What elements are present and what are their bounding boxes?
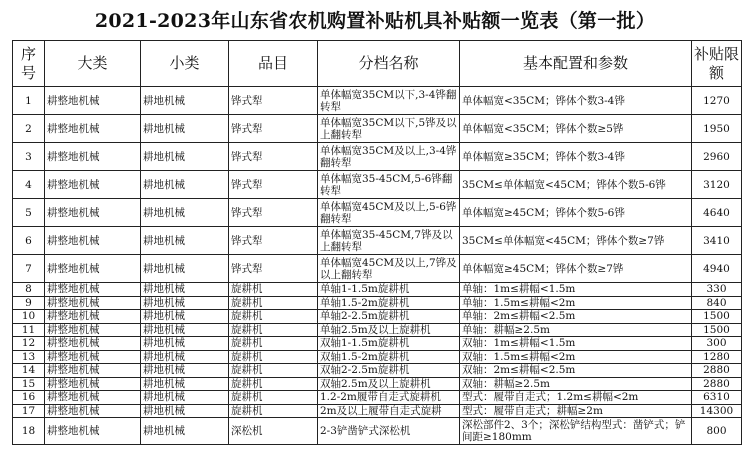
row-category: 耕整地机械	[45, 199, 141, 227]
table-row	[13, 227, 742, 255]
row-subsidy: 14300	[692, 404, 742, 418]
row-config: 35CM≤单体幅宽<45CM；铧体个数≥7铧	[460, 227, 692, 255]
row-subsidy: 840	[692, 296, 742, 310]
header-config: 基本配置和参数	[460, 41, 692, 87]
table-row	[13, 87, 742, 115]
row-grade-name: 双轴1-1.5m旋耕机	[318, 337, 460, 351]
row-config: 深松部件2、3个；深松铲结构型式：凿铲式；铲间距≥180mm	[460, 418, 692, 445]
row-subsidy: 6310	[692, 391, 742, 405]
table-header-row	[13, 41, 742, 87]
row-item: 铧式犁	[229, 115, 318, 143]
table-row	[13, 296, 742, 310]
row-subsidy: 3410	[692, 227, 742, 255]
row-config: 双轴：2m≤耕幅<2.5m	[460, 364, 692, 378]
row-config: 单体幅宽<35CM；铧体个数≥5铧	[460, 115, 692, 143]
row-item: 旋耕机	[229, 283, 318, 297]
row-subsidy: 1280	[692, 350, 742, 364]
table-row	[13, 350, 742, 364]
row-category: 耕整地机械	[45, 404, 141, 418]
row-index: 18	[13, 418, 45, 445]
table-row	[13, 199, 742, 227]
row-subcategory: 耕地机械	[141, 115, 229, 143]
row-index: 6	[13, 227, 45, 255]
row-index: 17	[13, 404, 45, 418]
table-row	[13, 337, 742, 351]
row-item: 旋耕机	[229, 323, 318, 337]
row-item: 旋耕机	[229, 337, 318, 351]
row-config: 单体幅宽≥45CM；铧体个数5-6铧	[460, 199, 692, 227]
row-index: 8	[13, 283, 45, 297]
row-config: 型式：履带自走式；耕幅≥2m	[460, 404, 692, 418]
row-category: 耕整地机械	[45, 296, 141, 310]
row-item: 旋耕机	[229, 404, 318, 418]
row-category: 耕整地机械	[45, 391, 141, 405]
row-config: 双轴：1m≤耕幅<1.5m	[460, 337, 692, 351]
row-category: 耕整地机械	[45, 255, 141, 283]
table-row	[13, 115, 742, 143]
row-subsidy: 1500	[692, 310, 742, 324]
row-subsidy: 2880	[692, 364, 742, 378]
row-subsidy: 1950	[692, 115, 742, 143]
row-subsidy: 2960	[692, 143, 742, 171]
row-subsidy: 2880	[692, 377, 742, 391]
row-subcategory: 耕地机械	[141, 404, 229, 418]
row-grade-name: 双轴2-2.5m旋耕机	[318, 364, 460, 378]
row-index: 11	[13, 323, 45, 337]
subsidy-table	[12, 40, 742, 445]
table-row	[13, 283, 742, 297]
row-subsidy: 4940	[692, 255, 742, 283]
row-subcategory: 耕地机械	[141, 283, 229, 297]
table-row	[13, 310, 742, 324]
row-config: 单轴：1.5m≤耕幅<2m	[460, 296, 692, 310]
row-index: 10	[13, 310, 45, 324]
table-row	[13, 377, 742, 391]
row-item: 铧式犁	[229, 171, 318, 199]
row-subsidy: 1270	[692, 87, 742, 115]
row-subcategory: 耕地机械	[141, 350, 229, 364]
table-row	[13, 391, 742, 405]
row-category: 耕整地机械	[45, 115, 141, 143]
row-index: 1	[13, 87, 45, 115]
page-title: 2021-2023年山东省农机购置补贴机具补贴额一览表（第一批）	[94, 10, 656, 32]
row-subcategory: 耕地机械	[141, 323, 229, 337]
row-config: 35CM≤单体幅宽<45CM；铧体个数5-6铧	[460, 171, 692, 199]
row-subcategory: 耕地机械	[141, 377, 229, 391]
table-row	[13, 323, 742, 337]
row-index: 13	[13, 350, 45, 364]
row-config: 单轴：1m≤耕幅<1.5m	[460, 283, 692, 297]
row-item: 旋耕机	[229, 391, 318, 405]
row-subcategory: 耕地机械	[141, 87, 229, 115]
table-row	[13, 143, 742, 171]
row-config: 单体幅宽<35CM；铧体个数3-4铧	[460, 87, 692, 115]
row-subcategory: 耕地机械	[141, 296, 229, 310]
row-item: 旋耕机	[229, 377, 318, 391]
row-config: 单轴：耕幅≥2.5m	[460, 323, 692, 337]
row-category: 耕整地机械	[45, 171, 141, 199]
row-category: 耕整地机械	[45, 323, 141, 337]
row-index: 7	[13, 255, 45, 283]
row-category: 耕整地机械	[45, 350, 141, 364]
row-grade-name: 单体幅宽35-45CM,7铧及以上翻转犁	[318, 227, 460, 255]
row-config: 单体幅宽≥35CM；铧体个数3-4铧	[460, 143, 692, 171]
row-category: 耕整地机械	[45, 283, 141, 297]
row-subsidy: 800	[692, 418, 742, 445]
row-grade-name: 单轴2-2.5m旋耕机	[318, 310, 460, 324]
row-index: 15	[13, 377, 45, 391]
row-subcategory: 耕地机械	[141, 143, 229, 171]
row-index: 3	[13, 143, 45, 171]
row-subcategory: 耕地机械	[141, 418, 229, 445]
row-subsidy: 1500	[692, 323, 742, 337]
header-grade-name: 分档名称	[318, 41, 460, 87]
row-item: 旋耕机	[229, 296, 318, 310]
row-item: 深松机	[229, 418, 318, 445]
header-subcategory: 小类	[141, 41, 229, 87]
row-index: 12	[13, 337, 45, 351]
row-subcategory: 耕地机械	[141, 364, 229, 378]
row-grade-name: 2m及以上履带自走式旋耕	[318, 404, 460, 418]
row-grade-name: 单体幅宽45CM及以上,5-6铧翻转犁	[318, 199, 460, 227]
table-row	[13, 364, 742, 378]
row-category: 耕整地机械	[45, 310, 141, 324]
row-config: 型式：履带自走式；1.2m≤耕幅<2m	[460, 391, 692, 405]
row-grade-name: 2-3铲凿铲式深松机	[318, 418, 460, 445]
table-row	[13, 418, 742, 445]
row-grade-name: 单体幅宽35CM以下,5铧及以上翻转犁	[318, 115, 460, 143]
row-grade-name: 单轴2.5m及以上旋耕机	[318, 323, 460, 337]
table-row	[13, 404, 742, 418]
row-grade-name: 1.2-2m履带自走式旋耕机	[318, 391, 460, 405]
row-index: 5	[13, 199, 45, 227]
row-subcategory: 耕地机械	[141, 199, 229, 227]
row-subsidy: 300	[692, 337, 742, 351]
row-config: 双轴：1.5m≤耕幅<2m	[460, 350, 692, 364]
table-row	[13, 171, 742, 199]
row-subcategory: 耕地机械	[141, 255, 229, 283]
header-category: 大类	[45, 41, 141, 87]
row-config: 单体幅宽≥45CM；铧体个数≥7铧	[460, 255, 692, 283]
row-item: 旋耕机	[229, 350, 318, 364]
row-category: 耕整地机械	[45, 377, 141, 391]
header-item: 品目	[229, 41, 318, 87]
row-category: 耕整地机械	[45, 364, 141, 378]
row-grade-name: 双轴1.5-2m旋耕机	[318, 350, 460, 364]
row-item: 铧式犁	[229, 227, 318, 255]
row-subcategory: 耕地机械	[141, 337, 229, 351]
row-grade-name: 单体幅宽45CM及以上,7铧及以上翻转犁	[318, 255, 460, 283]
row-index: 14	[13, 364, 45, 378]
row-subsidy: 4640	[692, 199, 742, 227]
row-subsidy: 3120	[692, 171, 742, 199]
row-index: 9	[13, 296, 45, 310]
row-category: 耕整地机械	[45, 418, 141, 445]
row-index: 4	[13, 171, 45, 199]
row-item: 铧式犁	[229, 87, 318, 115]
row-subcategory: 耕地机械	[141, 227, 229, 255]
row-grade-name: 单轴1-1.5m旋耕机	[318, 283, 460, 297]
row-subcategory: 耕地机械	[141, 310, 229, 324]
row-item: 铧式犁	[229, 255, 318, 283]
row-item: 铧式犁	[229, 199, 318, 227]
row-item: 旋耕机	[229, 364, 318, 378]
header-subsidy: 补贴限额	[692, 41, 742, 87]
row-item: 铧式犁	[229, 143, 318, 171]
header-index: 序号	[13, 41, 45, 87]
row-category: 耕整地机械	[45, 337, 141, 351]
table-row	[13, 255, 742, 283]
row-grade-name: 单轴1.5-2m旋耕机	[318, 296, 460, 310]
row-config: 单轴：2m≤耕幅<2.5m	[460, 310, 692, 324]
row-item: 旋耕机	[229, 310, 318, 324]
row-subsidy: 330	[692, 283, 742, 297]
row-grade-name: 双轴2.5m及以上旋耕机	[318, 377, 460, 391]
row-subcategory: 耕地机械	[141, 391, 229, 405]
row-category: 耕整地机械	[45, 227, 141, 255]
row-subcategory: 耕地机械	[141, 171, 229, 199]
row-grade-name: 单体幅宽35-45CM,5-6铧翻转犁	[318, 171, 460, 199]
row-index: 2	[13, 115, 45, 143]
row-grade-name: 单体幅宽35CM以下,3-4铧翻转犁	[318, 87, 460, 115]
row-grade-name: 单体幅宽35CM及以上,3-4铧翻转犁	[318, 143, 460, 171]
row-config: 双轴：耕幅≥2.5m	[460, 377, 692, 391]
row-index: 16	[13, 391, 45, 405]
row-category: 耕整地机械	[45, 143, 141, 171]
row-category: 耕整地机械	[45, 87, 141, 115]
